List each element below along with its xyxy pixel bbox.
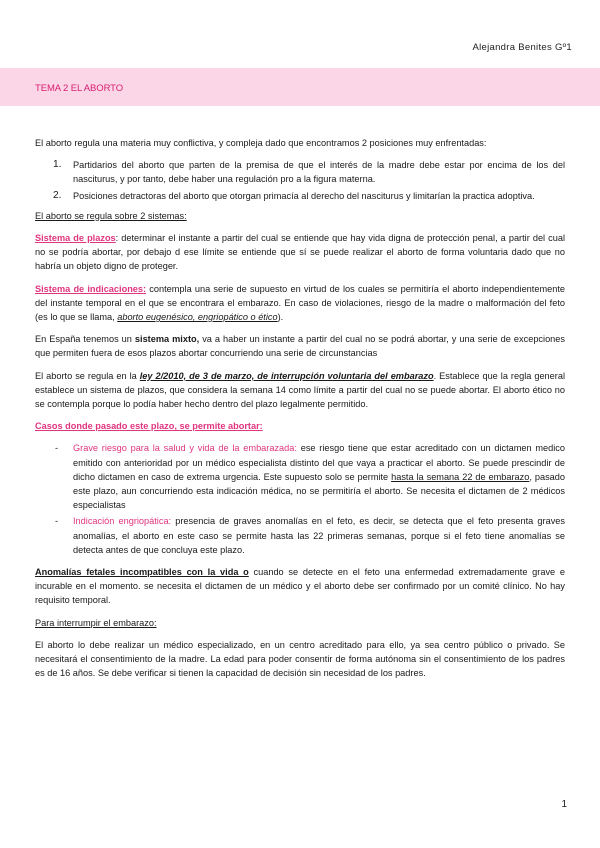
caso-label: Indicación engriopática:	[73, 516, 172, 527]
espana-paragraph	[35, 332, 565, 360]
list-item-text: Partidarios del aborto que parten de la premisa de que el interés de la madre debe estar por encima de los del nasciturus, y por tanto, debe haber una regulación pro a la figura materna.	[73, 160, 565, 185]
final-paragraph: El aborto lo debe realizar un médico especializado, en un centro acreditado para ello, ya sea centro público o privado. Se necesitará el consentimiento de la madre. La edad para poder consentir de forma autónoma sin el consentimiento de los padres es de 16 años. Se debe verificar si tienen la capacidad de decisión sin necesidad de los padres.	[35, 639, 565, 679]
document-body	[35, 136, 565, 689]
plazos-label: Sistema de plazos	[35, 233, 116, 244]
casos-list	[35, 441, 565, 557]
page-number: 1	[561, 799, 567, 810]
ley-law: ley 2/2010, de 3 de marzo, de interrupción voluntaria del embarazo	[139, 370, 434, 381]
intro-paragraph: El aborto regula una materia muy conflictiva, y compleja dado que encontramos 2 posiciones muy enfrentadas:	[35, 138, 487, 148]
caso-text-2: , pasado este plazo, aun concurriendo esta indicación médica, no se permitiría el aborto. Se necesita el dictamen de 2 médicos especialistas	[73, 471, 565, 511]
espana-post: va a haber un instante a partir del cual no se podrá abortar, y una serie de excepciones que permiten fuera de esos plazos abortar concurriendo una serie de circunstancias	[35, 334, 565, 359]
plazos-text: : determinar el instante a partir del cual se entiende que hay vida digna de protección penal, a partir del cual no se podría abortar, por debajo d ese límite se entiende que sí se puede realizar el aborto de forma voluntaria dado que no habría un objeto digno de proteger.	[35, 233, 566, 272]
indicaciones-text: contempla una serie de supuesto en virtud de los cuales se permitiría el aborto independientemente del instante temporal en el que se encontrara el embarazo. En caso de violaciones, riesgo de la madre o malformación del feto (es lo que se llama,	[35, 283, 565, 323]
ley-post: . Establece que la regla general establece un sistema de plazos, que considera la semana 14 como límite a partir del cual no se puede abortar. El aborto ético no se contempla porque lo podía haber hecho dentro del plazo legalmente permitido.	[35, 370, 565, 410]
list-number: 2.	[53, 189, 62, 201]
indicaciones-label: Sistema de indicaciones:	[35, 283, 147, 294]
espana-bold: sistema mixto,	[134, 334, 200, 345]
list-number: 1.	[53, 159, 62, 171]
anomalias-label: Anomalías fetales incompatibles con la vida o	[35, 567, 249, 578]
caso-label: Grave riesgo para la salud y vida de la embarazada:	[73, 443, 297, 454]
list-item	[35, 158, 565, 186]
interrumpir-heading: Para interrumpir el embarazo:	[35, 617, 157, 628]
indicaciones-end: ).	[277, 312, 284, 323]
header-author: Alejandra Benites Gº1	[472, 42, 572, 53]
plazos-paragraph	[35, 231, 565, 274]
caso-underline: hasta la semana 22 de embarazo	[391, 471, 530, 482]
casos-heading: Casos donde pasado este plazo, se permite abortar:	[35, 421, 263, 432]
ley-paragraph	[35, 369, 565, 412]
list-item-text: Posiciones detractoras del aborto que otorgan primacía al derecho del nasciturus y limitarían la practica adoptiva.	[73, 190, 535, 201]
positions-list	[35, 158, 565, 203]
list-item	[35, 189, 565, 203]
systems-heading: El aborto se regula sobre 2 sistemas:	[35, 210, 187, 221]
anomalias-paragraph	[35, 565, 565, 608]
ley-pre: El aborto se regula en la	[35, 370, 140, 381]
dash-marker: -	[55, 516, 59, 527]
list-item	[35, 441, 565, 512]
indicaciones-paragraph	[35, 282, 565, 325]
page-title: TEMA 2 EL ABORTO	[35, 83, 123, 94]
caso-text: presencia de graves anomalías en el feto, es decir, se detecta que el feto presenta graves anomalías, el aborto en este caso se permite hasta las 22 primeras semanas, porque si el feto tiene anomalías se detecta antes de que concluya este plazo.	[73, 516, 565, 555]
indicaciones-italic: aborto eugenésico, engriopático o ético	[117, 312, 278, 323]
espana-pre: En España tenemos un	[35, 334, 135, 345]
caso-text: ese riesgo tiene que estar acreditado con un dictamen medico emitido con anterioridad por un médico especialista distinto del que vaya a practicar el aborto. Se puede prescindir de dicho dictamen en caso de extrema urgencia. Este supuesto solo se permite	[73, 443, 565, 482]
dash-marker: -	[55, 443, 59, 454]
list-item	[35, 514, 565, 557]
anomalias-text: cuando se detecte en el feto una enfermedad extremadamente grave e incurable en el momento. se necesita el dictamen de un médico y el aborto debe ser confirmado por un comité clínico. No hay requisito temporal.	[35, 567, 565, 606]
